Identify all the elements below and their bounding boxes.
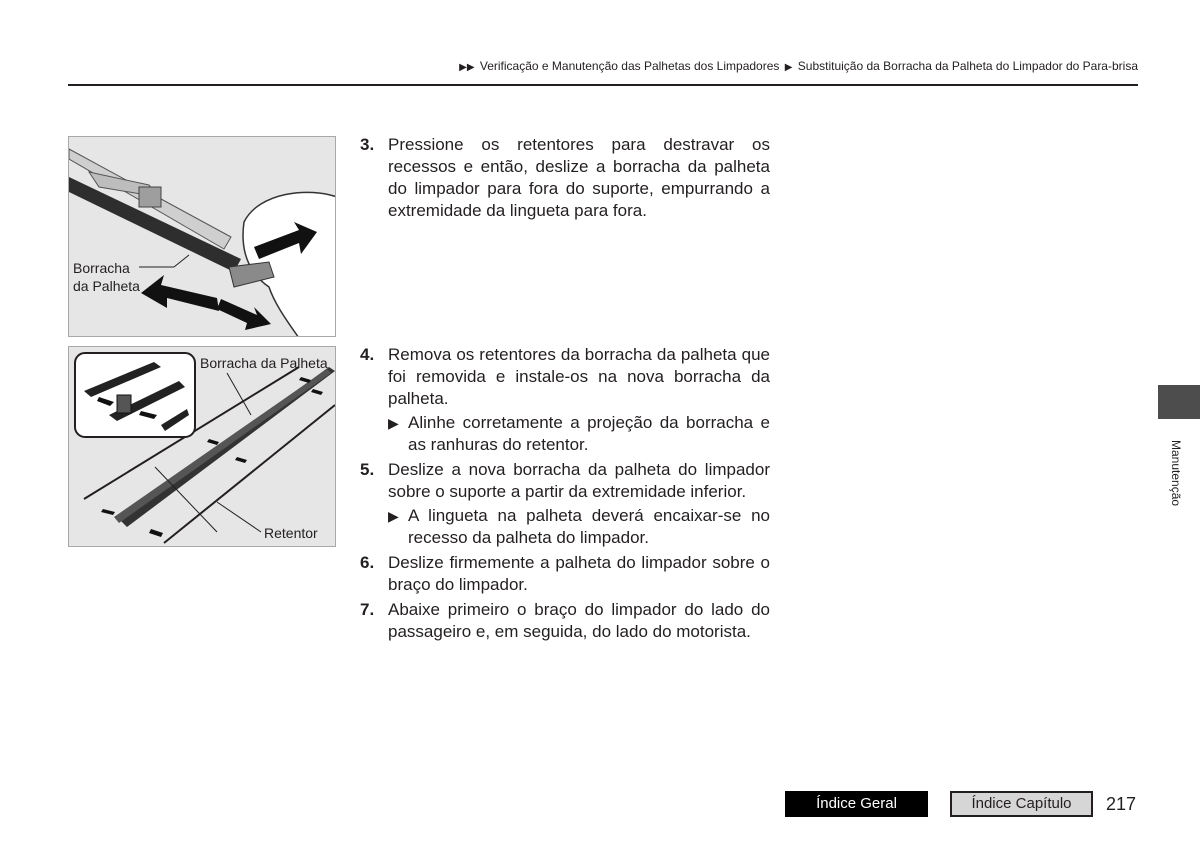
double-arrow-icon: ▶▶ — [459, 62, 475, 73]
retainer-illustration — [69, 347, 336, 547]
chapter-label: Manutenção — [1169, 440, 1183, 507]
step-4 — [360, 344, 770, 456]
step-number: 5. — [360, 460, 375, 479]
step-note-text: A lingueta na palheta deverá encaixar-se no recesso da palheta do limpador. — [408, 506, 770, 547]
general-index-button[interactable]: Índice Geral — [785, 791, 928, 817]
step-number: 4. — [360, 345, 375, 364]
arrow-icon: ▶ — [388, 508, 399, 524]
breadcrumb — [457, 59, 1138, 73]
retainer-label: Retentor — [264, 525, 318, 541]
arrow-icon: ▶ — [388, 415, 399, 431]
blade-rubber-label-2: da Palheta — [73, 278, 140, 294]
figure-remove-blade — [68, 136, 336, 337]
step-text: Pressione os retentores para destravar os recessos e então, deslize a borracha da palheta do limpador para fora do suporte, empurrando a extremidade da lingueta para fora. — [388, 135, 770, 220]
step-number: 7. — [360, 600, 375, 619]
step-note — [388, 412, 770, 456]
page-number: 217 — [1106, 794, 1137, 814]
step-5 — [360, 459, 770, 549]
blade-rubber-label-top: Borracha da Palheta — [200, 355, 328, 371]
chapter-tab[interactable] — [1158, 385, 1200, 419]
step-6 — [360, 552, 770, 596]
breadcrumb-page: Substituição da Borracha da Palheta do Limpador do Para-brisa — [797, 59, 1138, 73]
step-number: 3. — [360, 135, 375, 154]
step-text: Remova os retentores da borracha da palheta que foi removida e instale-os na nova borracha da palheta. — [388, 345, 770, 408]
figure-retainer — [68, 346, 336, 547]
arrow-icon: ▶ — [784, 62, 793, 73]
chapter-index-button[interactable]: Índice Capítulo — [950, 791, 1093, 817]
step-note — [388, 505, 770, 549]
step-number: 6. — [360, 553, 375, 572]
steps-4-7 — [360, 344, 770, 643]
blade-rubber-label: Borracha — [73, 260, 130, 276]
step-note-text: Alinhe corretamente a projeção da borracha e as ranhuras do retentor. — [408, 413, 770, 454]
step-text: Abaixe primeiro o braço do limpador do lado do passageiro e, em seguida, do lado do motorista. — [388, 600, 770, 641]
breadcrumb-section[interactable]: Verificação e Manutenção das Palhetas dos Limpadores — [479, 59, 780, 73]
step-3 — [360, 134, 770, 222]
step-7 — [360, 599, 770, 643]
wiper-removal-illustration — [69, 137, 336, 337]
step-text: Deslize a nova borracha da palheta do limpador sobre o suporte a partir da extremidade inferior. — [388, 460, 770, 501]
header-rule — [68, 84, 1138, 86]
step-text: Deslize firmemente a palheta do limpador sobre o braço do limpador. — [388, 553, 770, 594]
